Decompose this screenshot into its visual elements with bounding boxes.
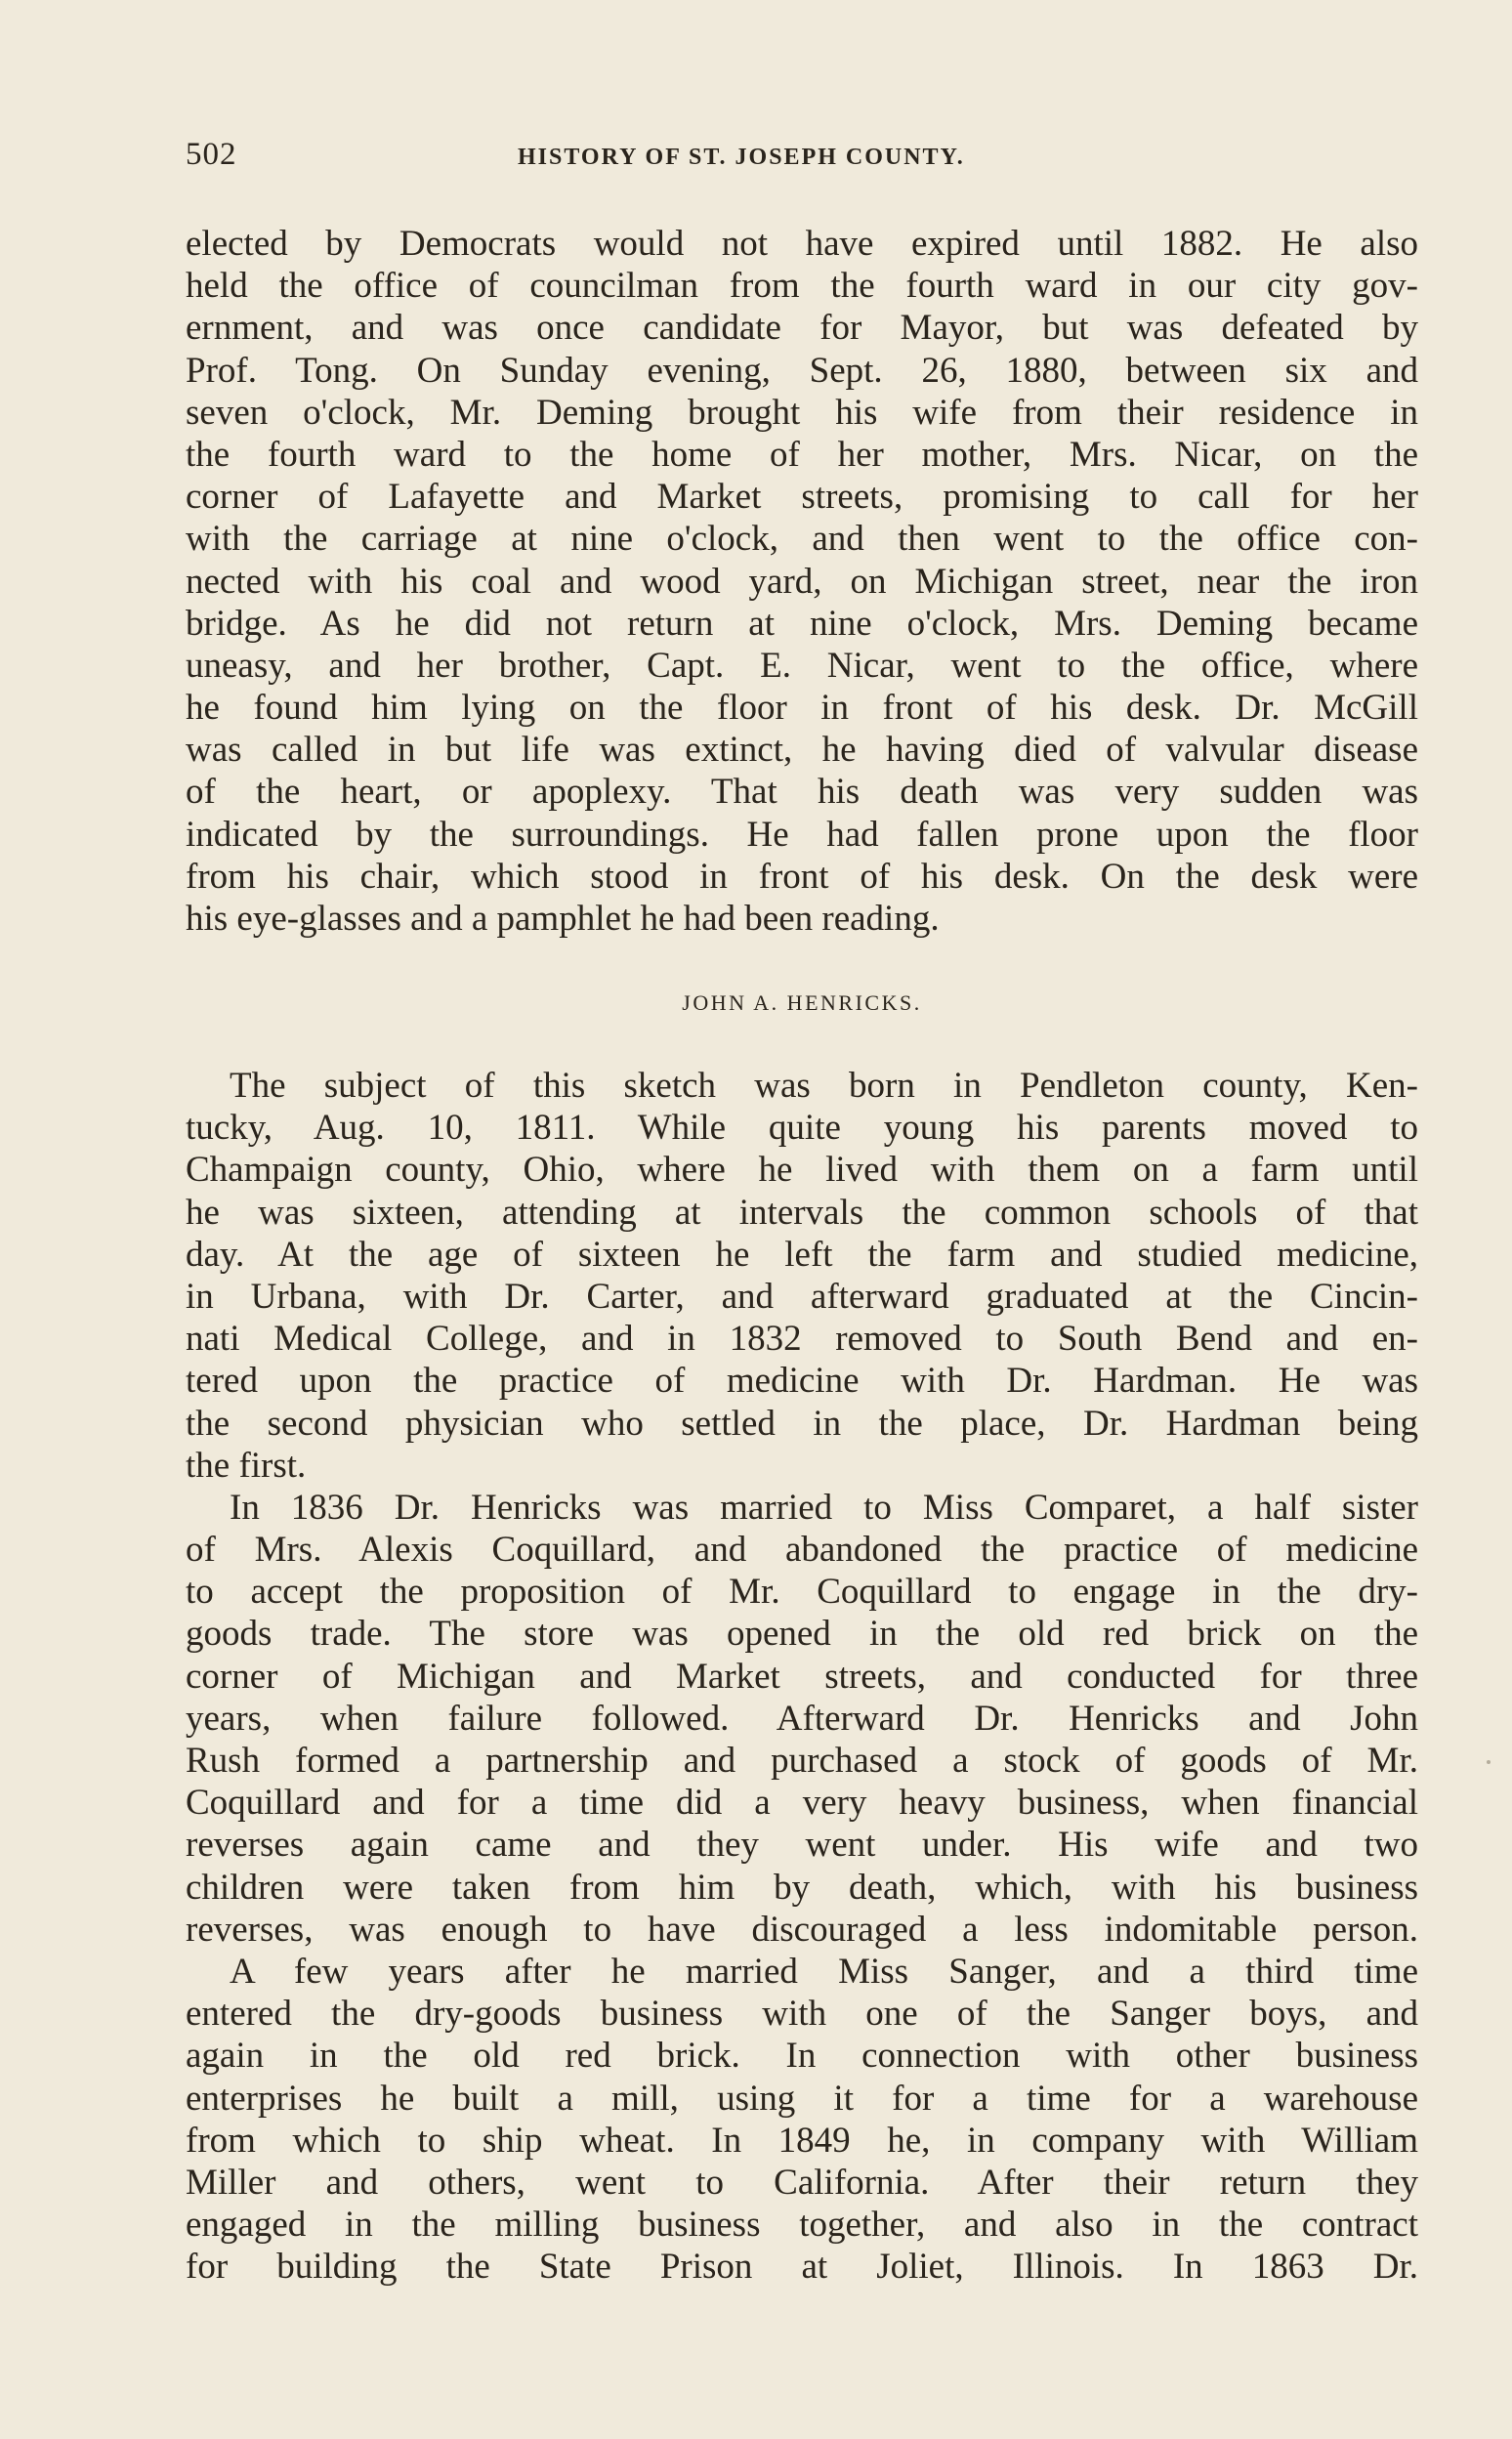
text-line: of the heart, or apoplexy. That his death was very sudden was — [186, 772, 1418, 813]
running-head — [186, 137, 1418, 186]
text-line: elected by Democrats would not have expired until 1882. He also — [186, 224, 1418, 264]
text-line: again in the old red brick. In connection with other business — [186, 2036, 1418, 2077]
text-line: was called in but life was extinct, he having died of valvular disease — [186, 730, 1418, 771]
page-number: 502 — [186, 137, 237, 172]
text-line: the second physician who settled in the place, Dr. Hardman being — [186, 1403, 1418, 1444]
henricks-biography — [186, 1065, 1418, 2288]
text-line: The subject of this sketch was born in Pendleton county, Ken- — [230, 1066, 1418, 1106]
text-line: years, when failure followed. Afterward Dr. Henricks and John — [186, 1698, 1418, 1739]
text-line: to accept the proposition of Mr. Coquillard to engage in the dry- — [186, 1572, 1418, 1613]
text-line: held the office of councilman from the fourth ward in our city gov- — [186, 266, 1418, 307]
text-line: ernment, and was once candidate for Mayor, but was defeated by — [186, 308, 1418, 349]
running-title: HISTORY OF ST. JOSEPH COUNTY. — [518, 145, 965, 170]
text-line: goods trade. The store was opened in the old red brick on the — [186, 1614, 1418, 1655]
text-line: of Mrs. Alexis Coquillard, and abandoned the practice of medicine — [186, 1530, 1418, 1571]
text-line: tucky, Aug. 10, 1811. While quite young his parents moved to — [186, 1108, 1418, 1149]
text-line: from which to ship wheat. In 1849 he, in company with William — [186, 2120, 1418, 2161]
text-line: he was sixteen, attending at intervals the common schools of that — [186, 1192, 1418, 1233]
text-line: Rush formed a partnership and purchased a stock of goods of Mr. — [186, 1741, 1418, 1781]
text-line: for building the State Prison at Joliet, Illinois. In 1863 Dr. — [186, 2247, 1418, 2288]
text-line: corner of Lafayette and Market streets, promising to call for her — [186, 477, 1418, 518]
text-line: in Urbana, with Dr. Carter, and afterward graduated at the Cincin- — [186, 1276, 1418, 1317]
text-line: nati Medical College, and in 1832 removed to South Bend and en- — [186, 1319, 1418, 1360]
text-line: A few years after he married Miss Sanger, and a third time — [230, 1951, 1418, 1992]
text-line: enterprises he built a mill, using it for a time for a warehouse — [186, 2078, 1418, 2119]
text-line: bridge. As he did not return at nine o'clock, Mrs. Deming became — [186, 603, 1418, 644]
text-line: nected with his coal and wood yard, on Michigan street, near the iron — [186, 561, 1418, 602]
text-line: corner of Michigan and Market streets, and conducted for three — [186, 1656, 1418, 1697]
text-line: Coquillard and for a time did a very heavy business, when financial — [186, 1783, 1418, 1824]
paragraph-deming — [186, 223, 1418, 940]
text-line: his eye-glasses and a pamphlet he had been reading. — [186, 899, 940, 939]
text-line: reverses again came and they went under. His wife and two — [186, 1825, 1418, 1866]
text-line: Prof. Tong. On Sunday evening, Sept. 26, 1880, between six and — [186, 350, 1418, 391]
text-line: the first. — [186, 1445, 307, 1486]
text-line: with the carriage at nine o'clock, and then went to the office con- — [186, 519, 1418, 560]
text-line: from his chair, which stood in front of his desk. On the desk were — [186, 856, 1418, 897]
text-line: In 1836 Dr. Henricks was married to Miss Comparet, a half sister — [230, 1487, 1418, 1528]
text-line: uneasy, and her brother, Capt. E. Nicar, went to the office, where — [186, 645, 1418, 686]
section-heading: JOHN A. HENRICKS. — [682, 990, 922, 1015]
text-line: seven o'clock, Mr. Deming brought his wife from their residence in — [186, 392, 1418, 433]
text-line: Miller and others, went to California. After their return they — [186, 2162, 1418, 2203]
text-line: entered the dry-goods business with one of the Sanger boys, and — [186, 1994, 1418, 2035]
text-line: indicated by the surroundings. He had fallen prone upon the floor — [186, 814, 1418, 855]
text-line: engaged in the milling business together, and also in the contract — [186, 2205, 1418, 2246]
text-line: he found him lying on the floor in front of his desk. Dr. McGill — [186, 688, 1418, 729]
text-line: reverses, was enough to have discouraged a less indomitable person. — [186, 1909, 1418, 1950]
text-line: children were taken from him by death, which, with his business — [186, 1867, 1418, 1908]
text-line: the fourth ward to the home of her mother, Mrs. Nicar, on the — [186, 434, 1418, 475]
margin-speck — [1487, 1760, 1491, 1764]
text-line: Champaign county, Ohio, where he lived with them on a farm until — [186, 1150, 1418, 1191]
text-line: tered upon the practice of medicine with Dr. Hardman. He was — [186, 1361, 1418, 1402]
text-line: day. At the age of sixteen he left the farm and studied medicine, — [186, 1234, 1418, 1275]
